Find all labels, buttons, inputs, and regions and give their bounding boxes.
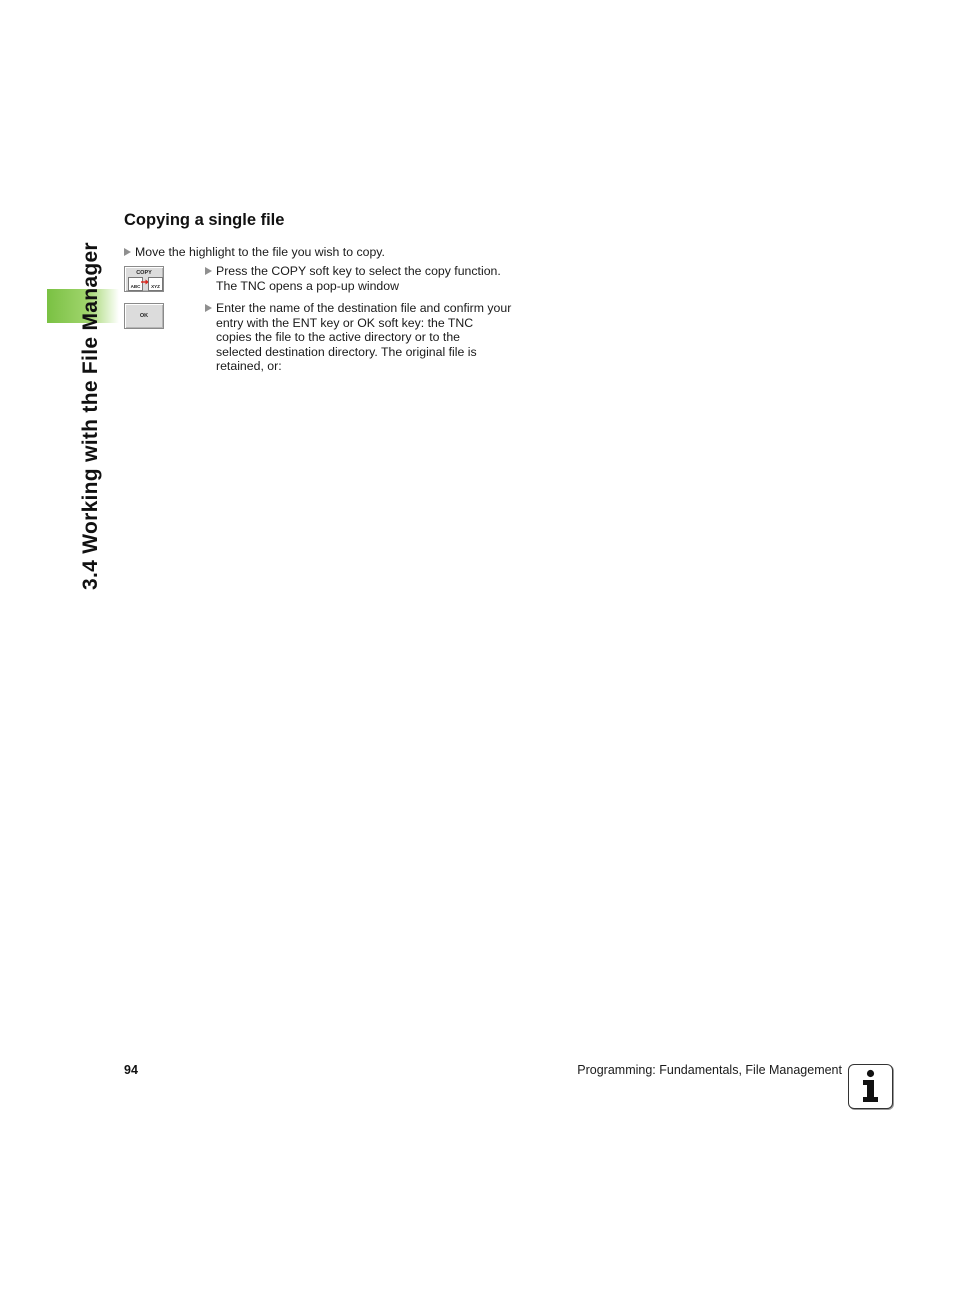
copy-softkey[interactable] [124,266,164,292]
step-3-line-2: entry with the ENT key or OK soft key: the TNC [216,315,474,330]
bullet-arrow-icon [205,304,212,312]
bullet-arrow-icon [124,248,131,256]
chapter-side-title: 3.4 Working with the File Manager [79,242,102,590]
bullet-arrow-icon [205,267,212,275]
source-file-label: ABC [130,284,141,289]
target-file-label: XYZ [151,284,160,289]
step-3-line-3: copies the file to the active directory or to the [216,330,461,345]
step-1 [124,245,385,260]
info-glyph [849,1065,892,1108]
step-3 [205,301,511,374]
ok-softkey[interactable] [124,303,164,329]
page-number: 94 [124,1063,138,1077]
step-3-line-5: retained, or: [216,359,282,374]
copy-softkey-label: COPY [136,270,152,276]
step-2-line-1: Press the COPY soft key to select the copy function. [216,264,501,278]
ok-softkey-label: OK [139,313,149,319]
info-icon [848,1064,893,1109]
footer-title: Programming: Fundamentals, File Management [577,1063,842,1077]
step-1-text: Move the highlight to the file you wish to copy. [135,245,385,259]
step-3-line-4: selected destination directory. The original file is [216,344,477,359]
step-3-line-1: Enter the name of the destination file and confirm your [216,301,512,315]
target-file-icon [148,277,163,291]
step-2-line-2: The TNC opens a pop-up window [216,278,399,293]
section-heading: Copying a single file [124,211,285,229]
step-2 [205,264,501,293]
